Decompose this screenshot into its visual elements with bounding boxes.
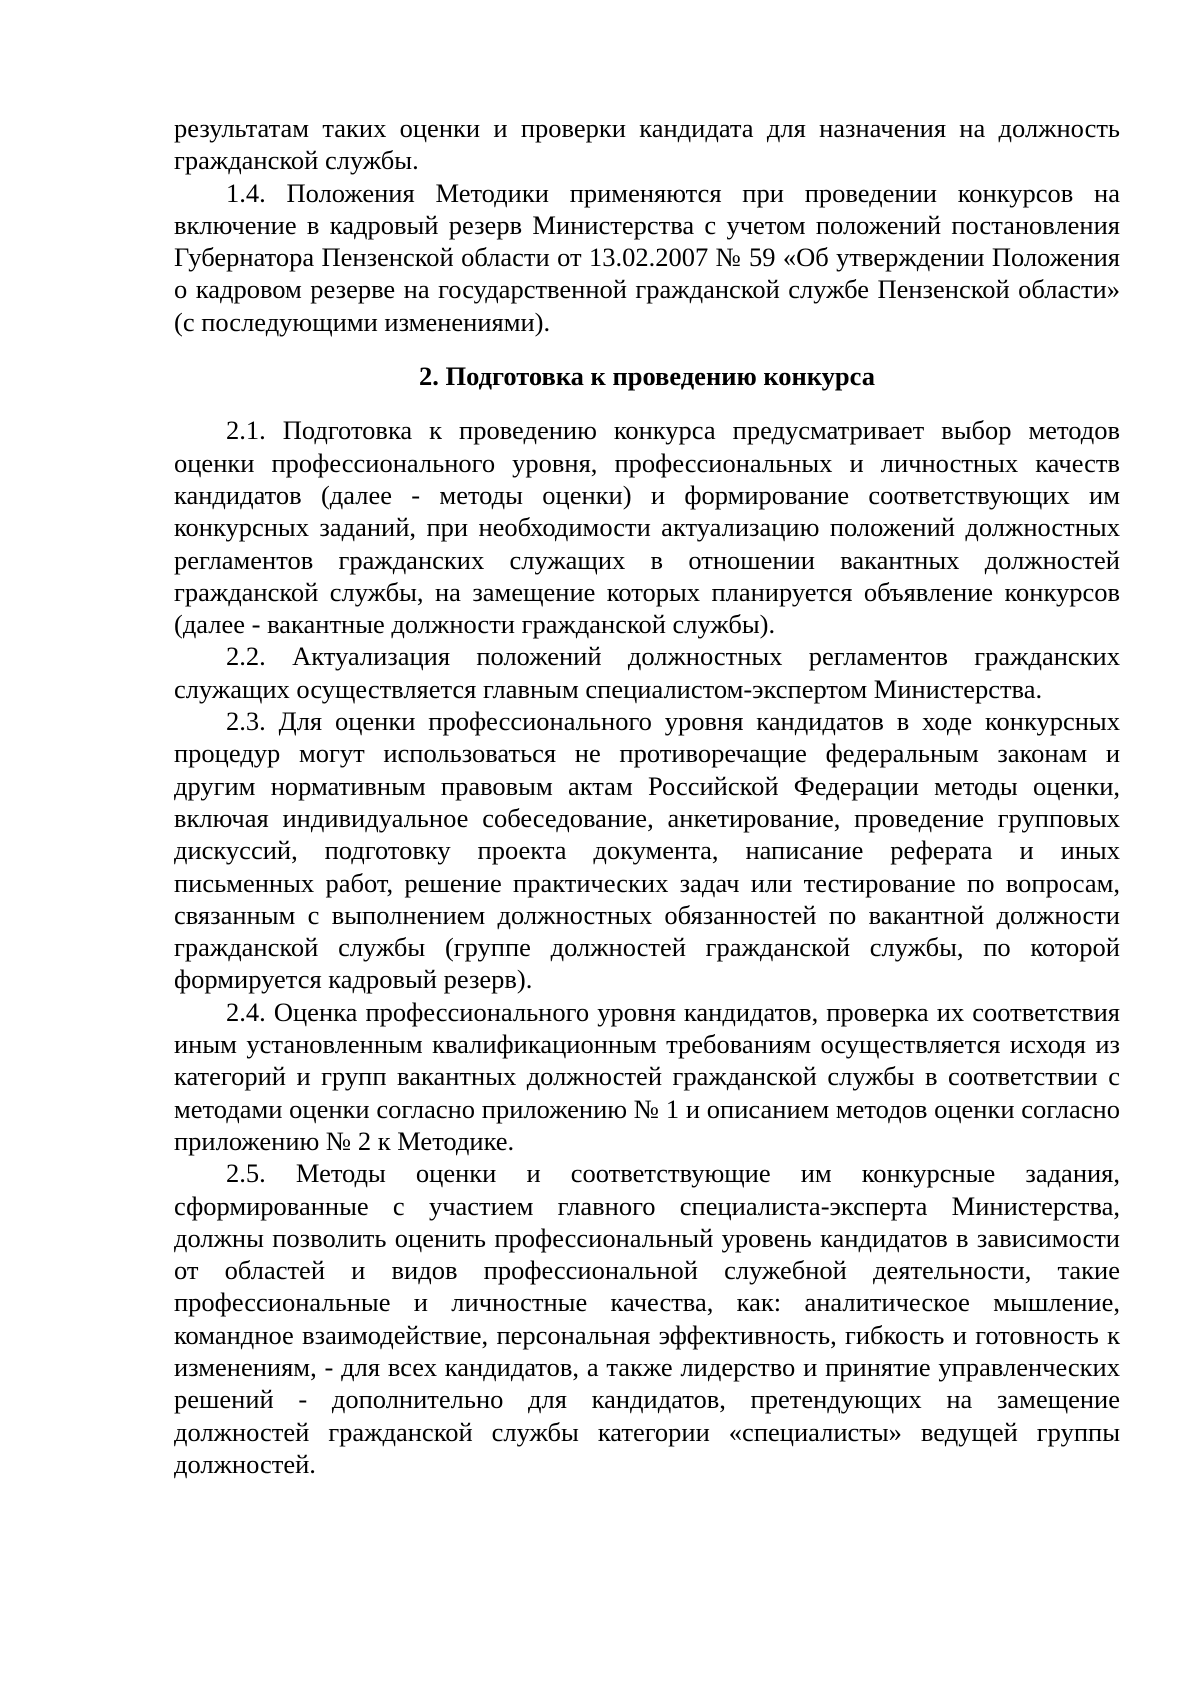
paragraph-2-1: 2.1. Подготовка к проведению конкурса предусматривает выбор методов оценки профессионального уровня, профессиональных и личностных качеств кандидатов (далее - методы оценки) и формирование соответствующих им конкурсных заданий, при необходимости актуализацию положений должностных регламентов гражданских служащих в отношении вакантных должностей гражданской службы, на замещение которых планируется объявление конкурсов (далее - вакантные должности гражданской службы). bbox=[174, 415, 1120, 640]
paragraph-2-3: 2.3. Для оценки профессионального уровня кандидатов в ходе конкурсных процедур могут использоваться не противоречащие федеральным законам и другим нормативным правовым актам Российской Федерации методы оценки, включая индивидуальное собеседование, анкетирование, проведение групповых дискуссий, подготовку проекта документа, написание реферата и иных письменных работ, решение практических задач или тестирование по вопросам, связанным с выполнением должностных обязанностей по вакантной должности гражданской службы (группе должностей гражданской службы, по которой формируется кадровый резерв). bbox=[174, 706, 1120, 995]
paragraph-2-5: 2.5. Методы оценки и соответствующие им конкурсные задания, сформированные с участием главного специалиста-эксперта Министерства, должны позволить оценить профессиональный уровень кандидатов в зависимости от областей и видов профессиональной служебной деятельности, такие профессиональные и личностные качества, как: аналитическое мышление, командное взаимодействие, персональная эффективность, гибкость и готовность к изменениям, - для всех кандидатов, а также лидерство и принятие управленческих решений - дополнительно для кандидатов, претендующих на замещение должностей гражданской службы категории «специалисты» ведущей группы должностей. bbox=[174, 1158, 1120, 1479]
paragraph-continuation: результатам таких оценки и проверки кандидата для назначения на должность гражданской службы. bbox=[174, 113, 1120, 176]
paragraph-2-4: 2.4. Оценка профессионального уровня кандидатов, проверка их соответствия иным установленным квалификационным требованиям осуществляется исходя из категорий и групп вакантных должностей гражданской службы в соответствии с методами оценки согласно приложению № 1 и описанием методов оценки согласно приложению № 2 к Методике. bbox=[174, 996, 1120, 1156]
section-heading: 2. Подготовка к проведению конкурса bbox=[418, 361, 876, 392]
paragraph-1-4: 1.4. Положения Методики применяются при проведении конкурсов на включение в кадровый резерв Министерства с учетом положений постановления Губернатора Пензенской области от 13.02.2007 № 59 «Об утверждении Положения о кадровом резерве на государственной гражданской службе Пензенской области» (с последующими изменениями). bbox=[174, 177, 1120, 337]
paragraph-2-2: 2.2. Актуализация положений должностных регламентов гражданских служащих осуществляется главным специалистом-экспертом Министерства. bbox=[174, 641, 1120, 704]
document-page bbox=[174, 112, 1120, 1480]
